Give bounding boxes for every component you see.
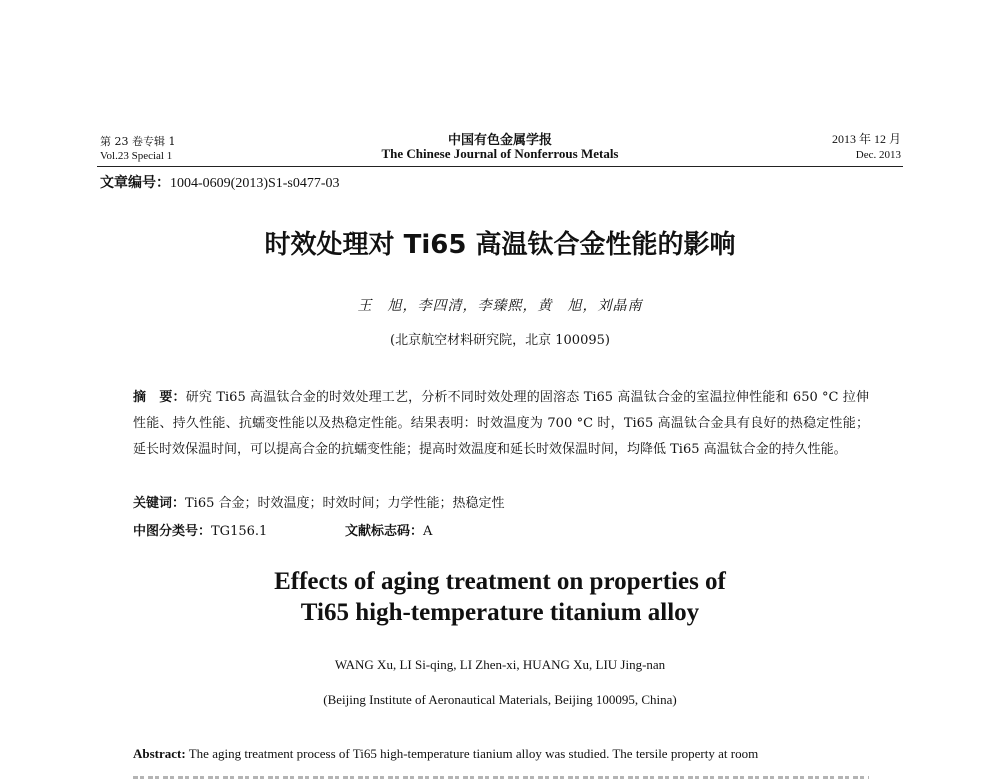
cutoff-text-fragment	[133, 776, 869, 779]
abstract-zh-label: 摘 要：	[133, 390, 186, 405]
header-journal-zh: 中国有色金属学报	[447, 133, 552, 148]
header-date-zh: 2013 年 12 月	[831, 132, 901, 146]
abstract-en-text: The aging treatment process of Ti65 high-temperature tianium alloy was studied. The tersile property at room	[188, 746, 759, 761]
title-en	[100, 566, 900, 628]
document-code-zh-label: 文献标志码：	[345, 524, 424, 539]
title-zh: 时效处理对 Ti65 高温钛合金性能的影响	[264, 230, 736, 260]
abstract-en-cutoff-line	[133, 767, 869, 782]
article-number-label: 文章编号：	[100, 175, 170, 191]
document-code-zh	[345, 520, 432, 539]
classification-zh-label: 中图分类号：	[133, 524, 212, 539]
header-rule	[97, 166, 903, 167]
affiliation-en: (Beijing Institute of Aeronautical Materials, Beijing 100095, China)	[323, 692, 677, 707]
abstract-en-label: Abstract:	[133, 746, 186, 761]
keywords-zh	[133, 492, 869, 511]
authors-zh: 王 旭，李四清，李臻熙，黄 旭，刘晶南	[357, 298, 643, 314]
keywords-zh-label: 关键词：	[133, 496, 186, 511]
abstract-zh-text: 研究 Ti65 高温钛合金的时效处理工艺，分析不同时效处理的固溶态 Ti65 高温钛合金的室温拉伸性能和 650 °C 拉伸性能、持久性能、抗蠕变性能以及热稳定性能。结果表明：时效温度为 700 °C 时，Ti65 高温钛合金具有良好的热稳定性能；延长时效保温时间，可以提高合金的抗蠕变性能；提高时效温度和延长时效保温时间，均降低 Ti65 高温钛合金的持久性能。	[133, 390, 869, 457]
document-code-zh-value: A	[423, 524, 433, 539]
title-en-line1: Effects of aging treatment on properties of	[274, 568, 726, 595]
classification-zh	[133, 520, 267, 539]
affiliation-zh: (北京航空材料研究院，北京 100095)	[390, 333, 610, 348]
abstract-en	[133, 741, 869, 767]
header-volume-zh: 第 23 卷专辑 1	[100, 135, 176, 148]
classification-zh-value: TG156.1	[211, 524, 268, 539]
article-number	[100, 172, 340, 192]
title-en-line2: Ti65 high-temperature titanium alloy	[300, 599, 700, 626]
abstract-zh	[133, 385, 869, 463]
keywords-zh-text: Ti65 合金；时效温度；时效时间；力学性能；热稳定性	[185, 496, 505, 511]
article-number-value: 1004-0609(2013)S1-s0477-03	[170, 176, 340, 191]
authors-en: WANG Xu, LI Si-qing, LI Zhen-xi, HUANG Xu, LIU Jing-nan	[334, 657, 666, 672]
header-volume-en: Vol.23 Special 1	[100, 150, 173, 162]
header-date-en: Dec. 2013	[855, 149, 901, 161]
header-journal-en: The Chinese Journal of Nonferrous Metals	[381, 146, 619, 161]
